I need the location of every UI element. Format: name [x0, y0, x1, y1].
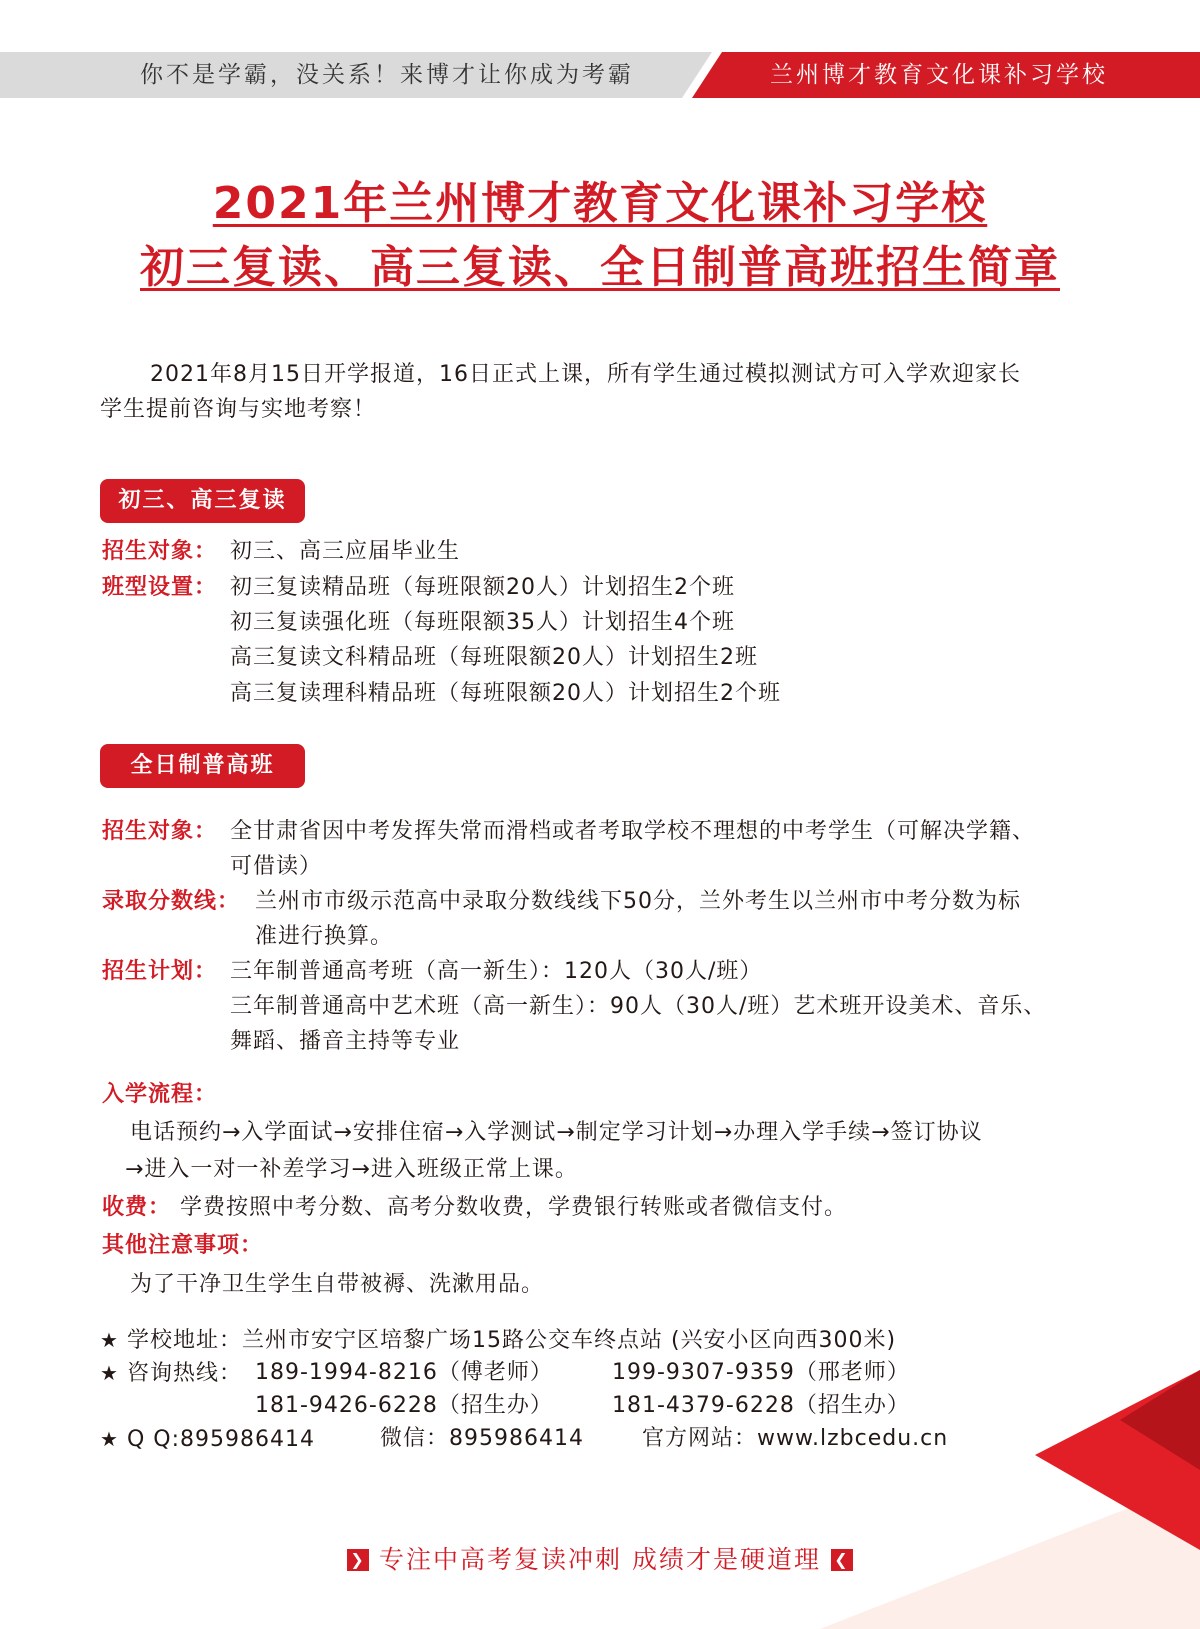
intro-line2: 学生提前咨询与实地考察！ [100, 397, 377, 422]
title-line1-text: 2021年兰州博才教育文化课补习学校 [212, 178, 988, 229]
address-label: 学校地址： [126, 1328, 242, 1353]
qq-label: Q Q: [126, 1427, 180, 1452]
s2-score-label: 录取分数线： [102, 889, 241, 914]
star-icon: ★ [100, 1328, 119, 1352]
address-value: 兰州市安宁区培黎广场15路公交车终点站 (兴安小区向西300米) [241, 1328, 897, 1353]
s2-target-line1: 全甘肃省因中考发挥失常而滑档或者考取学校不理想的中考学生（可解决学籍、 [230, 819, 1036, 844]
title-line2-text: 初三复读、高三复读、全日制普高班招生简章 [140, 242, 1060, 293]
phone-number: 181-4379-6228（招生办） [612, 1393, 910, 1418]
intro-line1: 2021年8月15日开学报道，16日正式上课，所有学生通过模拟测试方可入学欢迎家长 [150, 362, 1021, 387]
section-pill-repeat: 初三、高三复读 [100, 479, 305, 523]
star-icon: ★ [100, 1361, 119, 1385]
s1-class-item: 初三复读精品班（每班限额20人）计划招生2个班 [230, 575, 735, 600]
s2-process-line1: 电话预约→入学面试→安排住宿→入学测试→制定学习计划→办理入学手续→签订协议 [130, 1120, 983, 1145]
chevron-right-icon: ❯ [347, 1549, 369, 1571]
s1-target-label: 招生对象： [102, 539, 218, 564]
s2-plan-line2: 三年制普通高中艺术班（高一新生）：90人（30人/班）艺术班开设美术、音乐、 [230, 994, 1047, 1019]
hotline-label: 咨询热线： [126, 1361, 242, 1386]
s1-target-value: 初三、高三应届毕业生 [230, 539, 461, 564]
section-pill-fulltime: 全日制普高班 [100, 744, 305, 788]
s2-process-label: 入学流程： [102, 1082, 218, 1107]
s2-target-label: 招生对象： [102, 819, 218, 844]
s2-notes-label: 其他注意事项： [102, 1233, 264, 1258]
phone-number: 189-1994-8216（傅老师） [255, 1360, 553, 1385]
s1-class-item: 高三复读理科精品班（每班限额20人）计划招生2个班 [230, 681, 781, 706]
s2-plan-line1: 三年制普通高考班（高一新生）：120人（30人/班） [230, 959, 763, 984]
footer-slogan-row [0, 1540, 1200, 1580]
s2-score-line1: 兰州市市级示范高中录取分数线线下50分，兰外考生以兰州市中考分数为标 [255, 889, 1021, 914]
website-label: 官方网站： [642, 1426, 758, 1451]
wechat-label: 微信： [380, 1426, 450, 1451]
s2-plan-line3: 舞蹈、播音主持等专业 [230, 1029, 461, 1054]
banner-slogan: 你不是学霸，没关系！来博才让你成为考霸 [140, 62, 634, 88]
phone-number: 199-9307-9359（邢老师） [612, 1360, 910, 1385]
s2-target-line2: 可借读） [230, 854, 323, 879]
s1-class-item: 高三复读文科精品班（每班限额20人）计划招生2班 [230, 645, 758, 670]
s2-process-line2: →进入一对一补差学习→进入班级正常上课。 [125, 1157, 578, 1182]
star-icon: ★ [100, 1427, 119, 1451]
chevron-left-icon: ❮ [831, 1549, 853, 1571]
s2-notes-value: 为了干净卫生学生自带被褥、洗漱用品。 [130, 1272, 545, 1297]
s2-fee-label: 收费： [102, 1195, 172, 1220]
s1-class-item: 初三复读强化班（每班限额35人）计划招生4个班 [230, 610, 735, 635]
qq-value: 895986414 [179, 1427, 315, 1452]
phone-number: 181-9426-6228（招生办） [255, 1393, 553, 1418]
s2-score-line2: 准进行换算。 [255, 924, 394, 949]
wechat-value: 895986414 [449, 1426, 584, 1451]
banner-school-name: 兰州博才教育文化课补习学校 [770, 62, 1108, 88]
s1-classes-label: 班型设置： [102, 575, 218, 600]
footer-slogan: 专注中高考复读冲刺 成绩才是硬道理 [379, 1545, 821, 1574]
website-value: www.lzbcedu.cn [757, 1426, 949, 1451]
s2-plan-label: 招生计划： [102, 959, 218, 984]
s2-fee-value: 学费按照中考分数、高考分数收费，学费银行转账或者微信支付。 [180, 1195, 848, 1220]
